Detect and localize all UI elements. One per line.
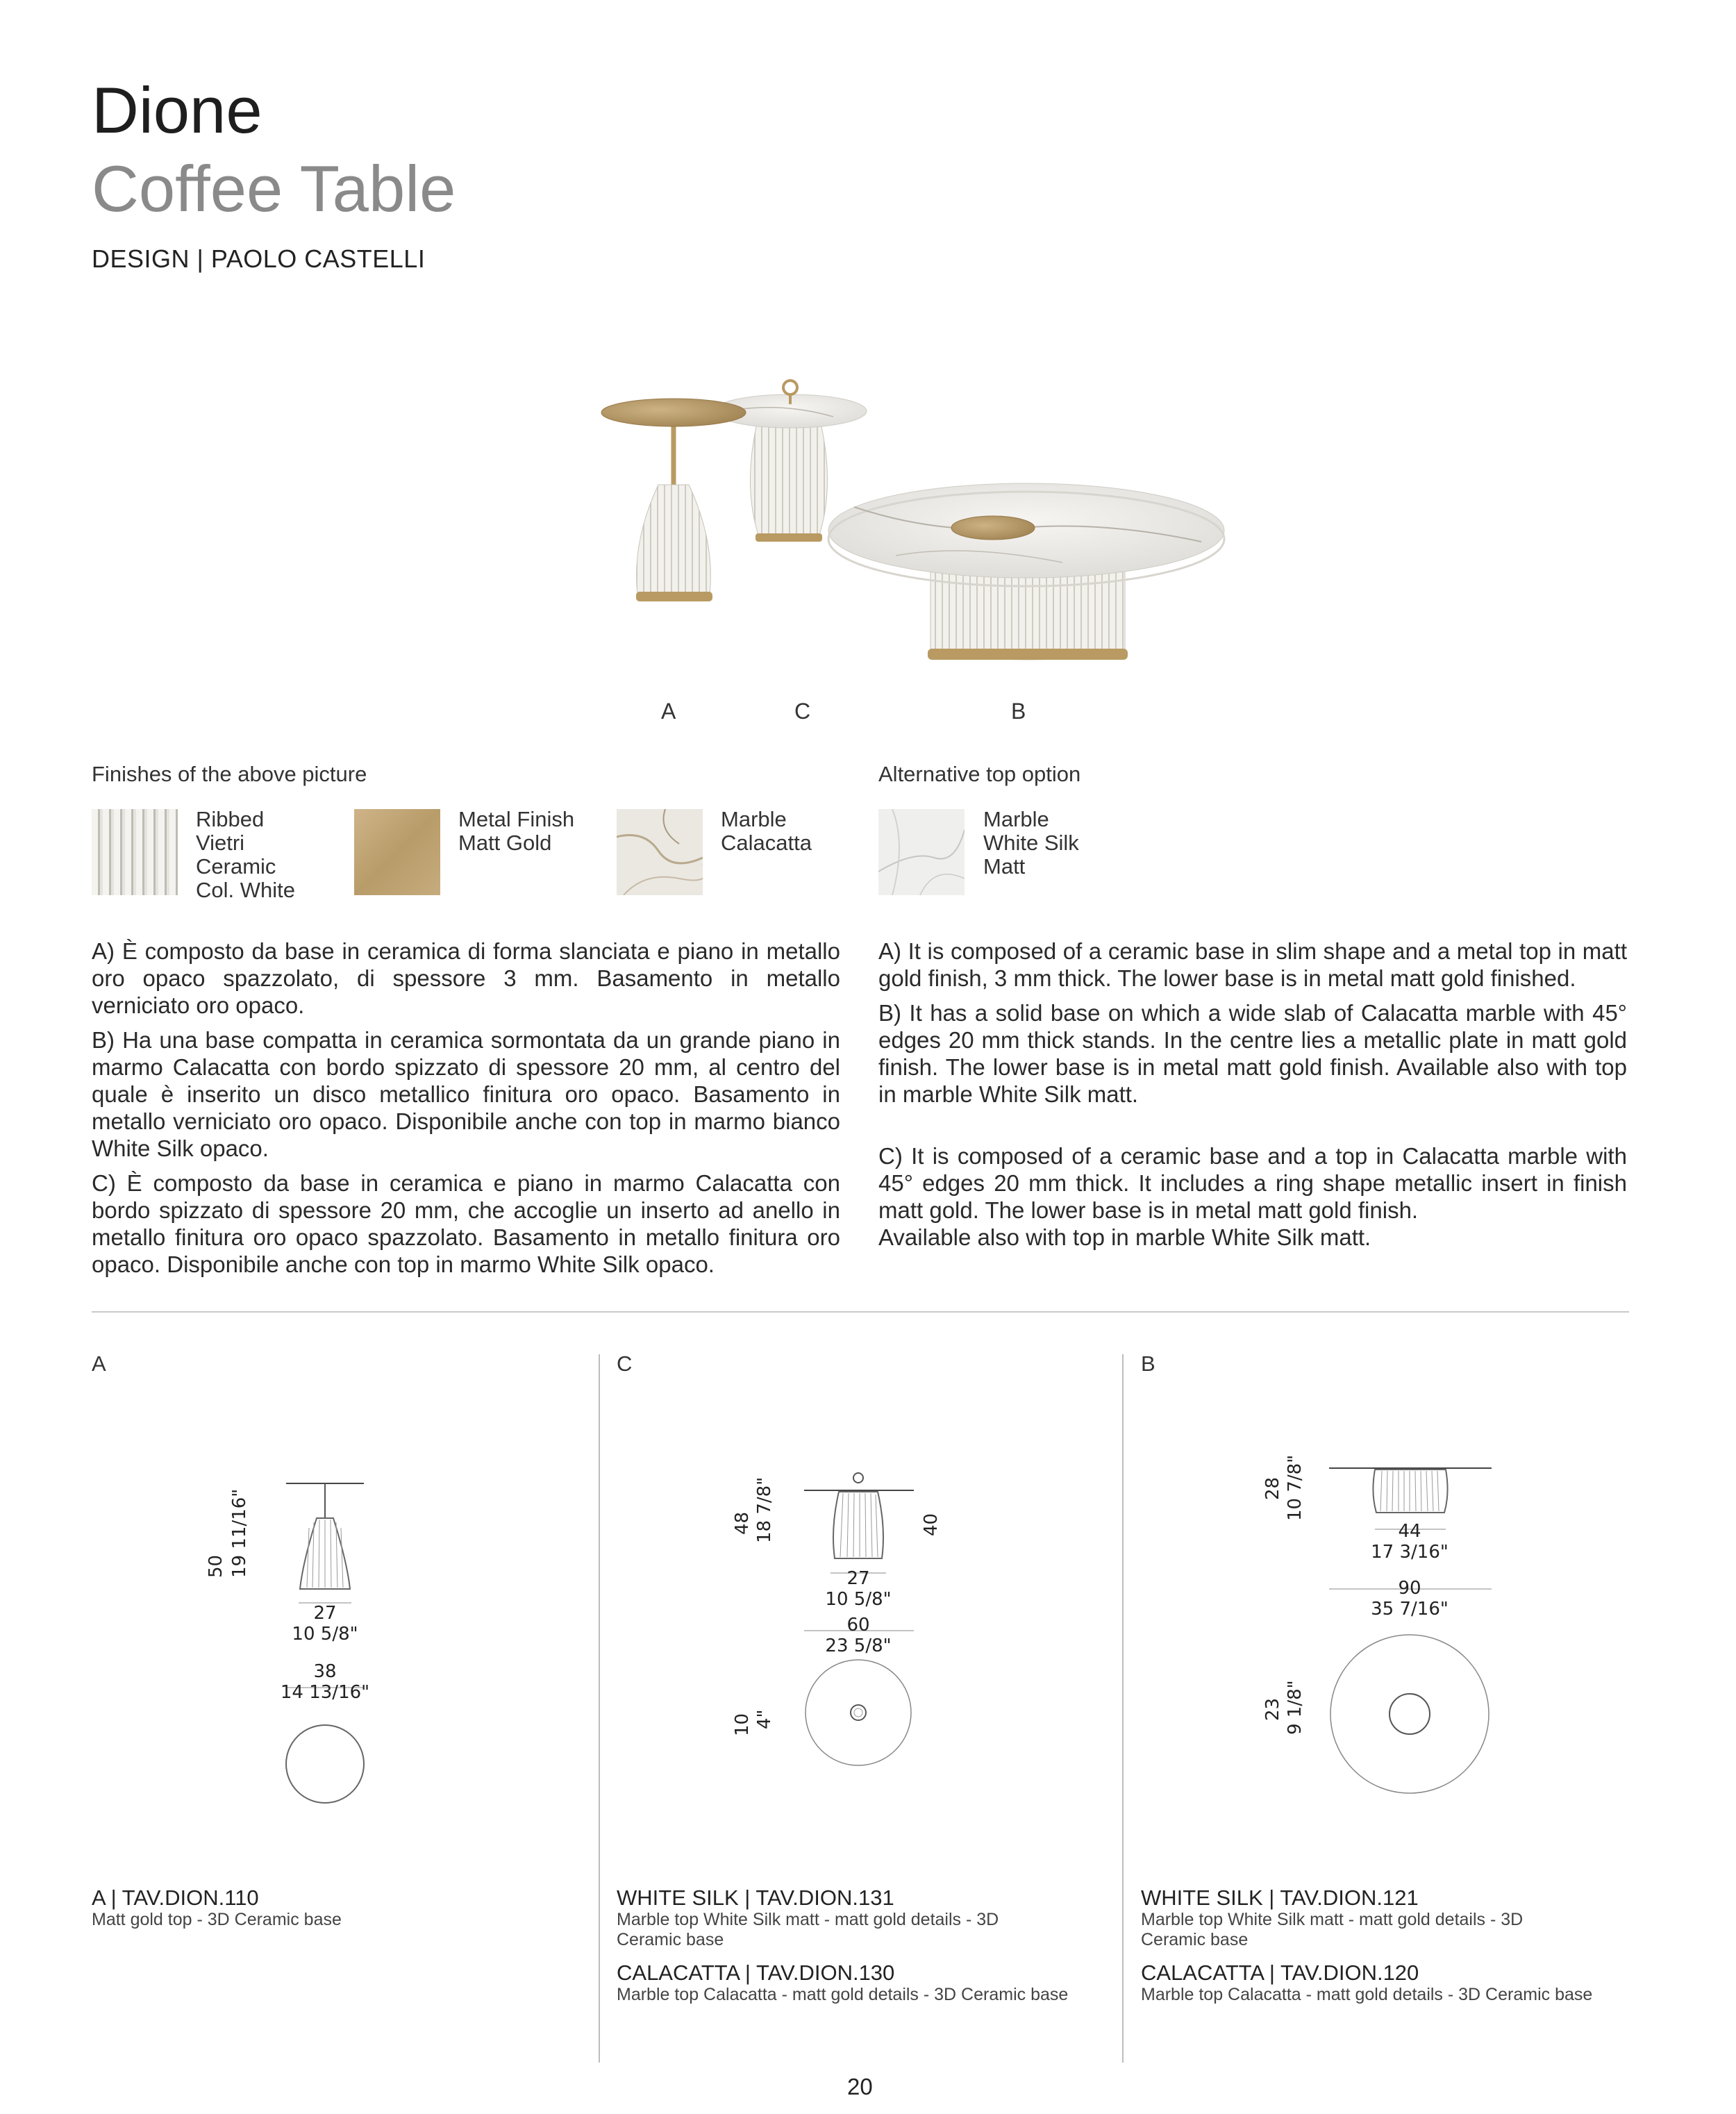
swatch-matt-gold: [354, 809, 440, 895]
product-title: Dione: [92, 74, 262, 147]
drawing-b: [1319, 1458, 1500, 1806]
description-it-b: B) Ha una base compatta in ceramica sormontata da un grande piano in marmo Calacatta con bordo spizzato di spessore 20 mm, al centro del quale è inserito un disco metallico finitura oro opaco. Basamento in metallo verniciato oro opaco. Disponibile anche con top in marmo bianco White Silk opaco.: [92, 1027, 840, 1161]
product-code-description: Marble top White Silk matt - matt gold details - 3D Ceramic base: [617, 1910, 999, 1949]
table-a-illustration: [601, 399, 746, 601]
column-label-b: B: [1141, 1351, 1155, 1376]
description-it-c: C) È composto da base in ceramica e piano in marmo Calacatta con bordo spizzato di spessore 20 mm, che accoglie un inserto ad anello in metallo finitura oro opaco spazzolato. Basamento in metallo finitura oro opaco. Disponibile anche con top in marmo White Silk opaco.: [92, 1170, 840, 1277]
product-code-description: Marble top Calacatta - matt gold details - 3D Ceramic base: [617, 1985, 1069, 2004]
column-divider-2: [1122, 1354, 1124, 2063]
swatch-marble-calacatta: [617, 809, 703, 895]
dim-c-ring-in: 4": [754, 1709, 775, 1729]
product-code-block-c: [617, 1886, 1117, 2005]
description-en-a: A) It is composed of a ceramic base in slim shape and a metal top in matt gold finish, 3 mm thick. The lower base is in metal matt gold finished.: [878, 938, 1627, 991]
page-number: 20: [847, 2074, 873, 2099]
product-photo: [576, 361, 1229, 688]
dim-b-disc-in: 9 1/8": [1285, 1680, 1305, 1735]
dim-a-base: 27 10 5/8": [292, 1603, 358, 1645]
photo-label-c: C: [794, 699, 811, 724]
description-en-b: B) It has a solid base on which a wide slab of Calacatta marble with 45° edges 20 mm thick stands. In the centre lies a metallic plate in matt gold finish. The lower base is in metal matt gold finish. Available also with top in marble White Silk matt.: [878, 1000, 1627, 1107]
product-code: A | TAV.DION.110: [92, 1886, 259, 1910]
product-code: WHITE SILK | TAV.DION.121: [1141, 1886, 1419, 1910]
swatch-label-ribbed: Ribbed Vietri Ceramic Col. White: [196, 807, 295, 902]
photo-label-b: B: [1011, 699, 1026, 724]
swatch-marble-white-silk: [878, 809, 965, 895]
dim-a-height-cm: 50: [206, 1554, 226, 1578]
dim-a-height-in: 19 11/16": [229, 1488, 250, 1578]
photo-label-a: A: [661, 699, 676, 724]
table-b-illustration: [828, 483, 1224, 660]
column-label-c: C: [617, 1351, 633, 1376]
description-en-c-available: Available also with top in marble White Silk matt.: [878, 1224, 1371, 1250]
swatch-label-gold: Metal Finish Matt Gold: [458, 807, 575, 855]
dim-c-height-cm: 48: [732, 1511, 753, 1535]
product-code-block-b: [1141, 1886, 1641, 2005]
column-label-a: A: [92, 1351, 106, 1376]
dim-c-edge: 40: [921, 1513, 942, 1536]
product-code: CALACATTA | TAV.DION.130: [617, 1961, 895, 1985]
product-code: CALACATTA | TAV.DION.120: [1141, 1961, 1419, 1985]
description-english: [878, 938, 1627, 1258]
dim-b-disc-cm: 23: [1262, 1697, 1283, 1721]
product-code-description: Marble top Calacatta - matt gold details - 3D Ceramic base: [1141, 1985, 1593, 2004]
product-code-description: Marble top White Silk matt - matt gold details - 3D Ceramic base: [1141, 1910, 1524, 1949]
swatch-label-calacatta: Marble Calacatta: [721, 807, 812, 855]
dim-c-top: 60 23 5/8": [825, 1615, 892, 1656]
alternative-heading: Alternative top option: [878, 762, 1081, 786]
dim-c-height-in: 18 7/8": [754, 1476, 775, 1543]
designer-credit: DESIGN | PAOLO CASTELLI: [92, 244, 426, 273]
dim-b-top: 90 35 7/16": [1371, 1578, 1449, 1620]
dim-c-ring-cm: 10: [732, 1713, 753, 1736]
description-en-c: C) It is composed of a ceramic base and a top in Calacatta marble with 45° edges 20 mm thick. It includes a ring shape metallic insert in finish matt gold. The lower base is in metal matt gold finish.: [878, 1143, 1627, 1223]
product-subtitle: Coffee Table: [92, 152, 456, 225]
finishes-heading: Finishes of the above picture: [92, 762, 367, 786]
product-code: WHITE SILK | TAV.DION.131: [617, 1886, 894, 1910]
swatch-label-white-silk: Marble White Silk Matt: [983, 807, 1079, 879]
section-divider: [92, 1311, 1629, 1313]
description-it-a: A) È composto da base in ceramica di forma slanciata e piano in metallo oro opaco spazzolato, di spessore 3 mm. Basamento in metallo verniciato oro opaco.: [92, 938, 840, 1018]
dim-b-height-cm: 28: [1262, 1476, 1283, 1500]
column-divider-1: [599, 1354, 600, 2063]
description-italian: [92, 938, 840, 1285]
product-code-description: Matt gold top - 3D Ceramic base: [92, 1910, 342, 1929]
dim-c-base: 27 10 5/8": [825, 1568, 892, 1610]
dim-b-base: 44 17 3/16": [1371, 1521, 1449, 1563]
swatch-ribbed-ceramic: [92, 809, 178, 895]
dim-b-height-in: 10 7/8": [1285, 1454, 1305, 1521]
dim-a-top: 38 14 13/16": [280, 1661, 370, 1703]
product-code-block-a: [92, 1886, 592, 1930]
